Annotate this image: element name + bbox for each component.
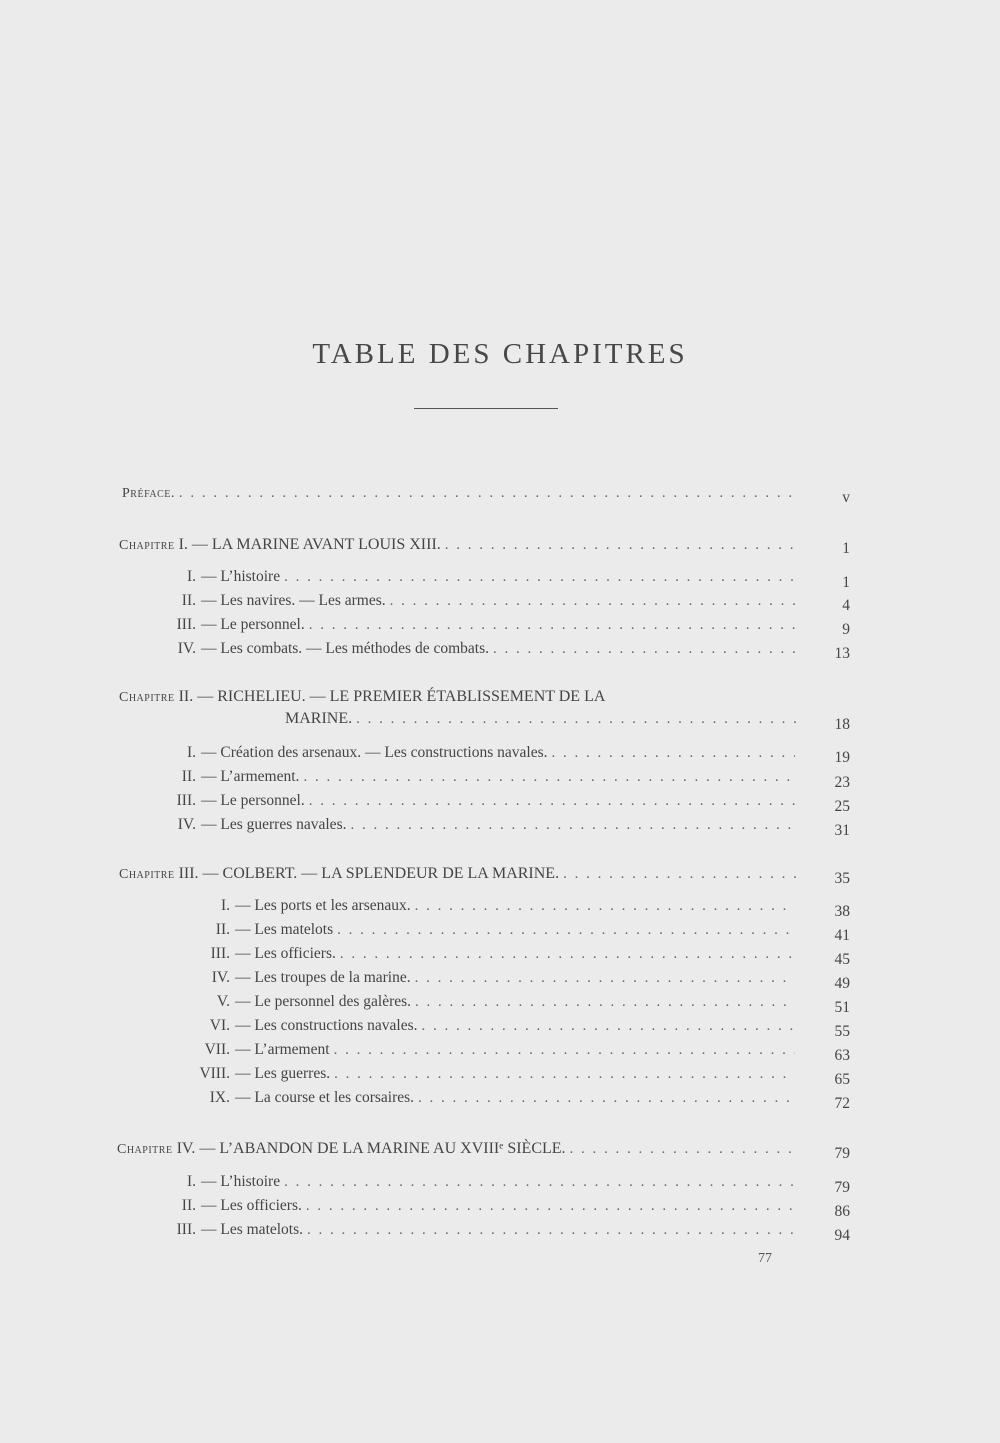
section-page: 55 (834, 1023, 850, 1040)
section-number: IV. (211, 969, 230, 986)
section-number: III. (176, 792, 196, 809)
section-number: IV. (177, 816, 196, 833)
section-page: 31 (834, 822, 850, 839)
chapter-label: Chapitre (117, 1142, 173, 1157)
toc-section[interactable] (160, 921, 795, 943)
section-page: 45 (834, 951, 850, 968)
section-page: 9 (842, 621, 850, 638)
chapter-label: Chapitre (119, 538, 175, 553)
section-page: 41 (834, 927, 850, 944)
section-number: VIII. (199, 1065, 230, 1082)
section-title: — Les ports et les arsenaux. (235, 897, 411, 914)
section-page: 94 (834, 1227, 850, 1244)
section-number: IX. (209, 1089, 230, 1106)
section-number: II. (215, 921, 230, 938)
section-title: — Les troupes de la marine. (235, 969, 411, 986)
preface-page: v (842, 489, 850, 506)
chapter-page: 35 (834, 870, 850, 887)
section-title: — Les officiers. (201, 1197, 302, 1214)
section-page: 23 (834, 774, 850, 791)
toc-section[interactable] (140, 616, 795, 638)
section-title: — Les combats. — Les méthodes de combats. (201, 640, 489, 657)
section-page: 51 (834, 999, 850, 1016)
section-number: V. (216, 993, 230, 1010)
toc-section[interactable] (160, 1017, 795, 1039)
section-title: — Les matelots. (201, 1221, 304, 1238)
toc-chapter[interactable] (119, 688, 797, 710)
section-title: — Les matelots (235, 921, 334, 938)
toc-section[interactable] (160, 969, 795, 991)
toc-chapter[interactable] (119, 536, 797, 558)
section-title: — Création des arsenaux. — Les constructions navales. (201, 744, 548, 761)
toc-section[interactable] (140, 640, 795, 662)
section-page: 38 (834, 903, 850, 920)
toc-section[interactable] (160, 1065, 795, 1087)
chapter-page: 79 (834, 1145, 850, 1162)
chapter-page: 1 (842, 540, 850, 557)
toc-chapter-continuation[interactable] (285, 710, 797, 732)
section-number: VI. (209, 1017, 230, 1034)
toc-section[interactable] (140, 568, 795, 590)
section-number: II. (181, 1197, 196, 1214)
toc-section[interactable] (140, 1221, 795, 1243)
section-title: — L’armement (235, 1041, 330, 1058)
section-page: 1 (842, 574, 850, 591)
section-title: — La course et les corsaires. (235, 1089, 415, 1106)
section-page: 72 (834, 1095, 850, 1112)
section-title: — L’armement. (201, 768, 300, 785)
section-title: — Les guerres navales. (201, 816, 347, 833)
toc-section[interactable] (140, 592, 795, 614)
section-number: II. (181, 768, 196, 785)
section-title: — Le personnel. (201, 616, 305, 633)
section-page: 79 (834, 1179, 850, 1196)
toc-section[interactable] (160, 993, 795, 1015)
section-title: — L’histoire (201, 1173, 281, 1190)
section-title: — Le personnel des galères. (235, 993, 412, 1010)
section-page: 25 (834, 798, 850, 815)
section-title: — Les officiers. (235, 945, 336, 962)
section-number: I. (186, 744, 196, 761)
toc-section[interactable] (160, 1089, 795, 1111)
chapter-title-continuation: MARINE. (285, 710, 353, 727)
toc-preface[interactable] (122, 485, 792, 507)
chapter-number: IV. (176, 1140, 196, 1157)
toc-section[interactable] (160, 945, 795, 967)
toc-section[interactable] (160, 1041, 795, 1063)
section-page: 19 (834, 749, 850, 766)
section-page: 65 (834, 1071, 850, 1088)
toc-section[interactable] (140, 792, 795, 814)
section-number: I. (220, 897, 230, 914)
section-page: 4 (842, 597, 850, 614)
section-page: 63 (834, 1047, 850, 1064)
section-number: II. (181, 592, 196, 609)
page-number: 77 (758, 1251, 772, 1266)
toc-chapter[interactable] (117, 1140, 797, 1162)
section-title: — Les navires. — Les armes. (201, 592, 386, 609)
preface-label: Préface. (122, 486, 175, 501)
chapter-label: Chapitre (119, 690, 175, 705)
section-title: — Les constructions navales. (235, 1017, 418, 1034)
section-page: 13 (834, 645, 850, 662)
chapter-title: — LA MARINE AVANT LOUIS XIII. (191, 536, 441, 553)
chapter-title: — RICHELIEU. — LE PREMIER ÉTABLISSEMENT DE LA (197, 688, 606, 705)
section-page: 86 (834, 1203, 850, 1220)
chapter-number: II. (178, 688, 194, 705)
section-title: — Les guerres. (235, 1065, 331, 1082)
section-number: I. (186, 1173, 196, 1190)
toc-section[interactable] (140, 768, 795, 790)
toc-section[interactable] (160, 897, 795, 919)
section-number: IV. (177, 640, 196, 657)
toc-section[interactable] (140, 1197, 795, 1219)
chapter-title: — COLBERT. — LA SPLENDEUR DE LA MARINE. (202, 865, 560, 882)
page-title: TABLE DES CHAPITRES (312, 338, 688, 370)
section-number: III. (176, 1221, 196, 1238)
chapter-number: I. (178, 536, 188, 553)
section-title: — L’histoire (201, 568, 281, 585)
toc-section[interactable] (140, 744, 795, 766)
chapter-page: 18 (834, 716, 850, 733)
section-title: — Le personnel. (201, 792, 305, 809)
section-page: 49 (834, 975, 850, 992)
toc-section[interactable] (140, 1173, 795, 1195)
toc-chapter[interactable] (119, 865, 797, 887)
toc-section[interactable] (140, 816, 795, 838)
chapter-title: — L’ABANDON DE LA MARINE AU XVIIIᵉ SIÈCLE. (199, 1140, 566, 1157)
chapter-label: Chapitre (119, 867, 175, 882)
section-number: I. (186, 568, 196, 585)
chapter-number: III. (178, 865, 199, 882)
section-number: VII. (204, 1041, 230, 1058)
section-number: III. (176, 616, 196, 633)
section-number: III. (210, 945, 230, 962)
